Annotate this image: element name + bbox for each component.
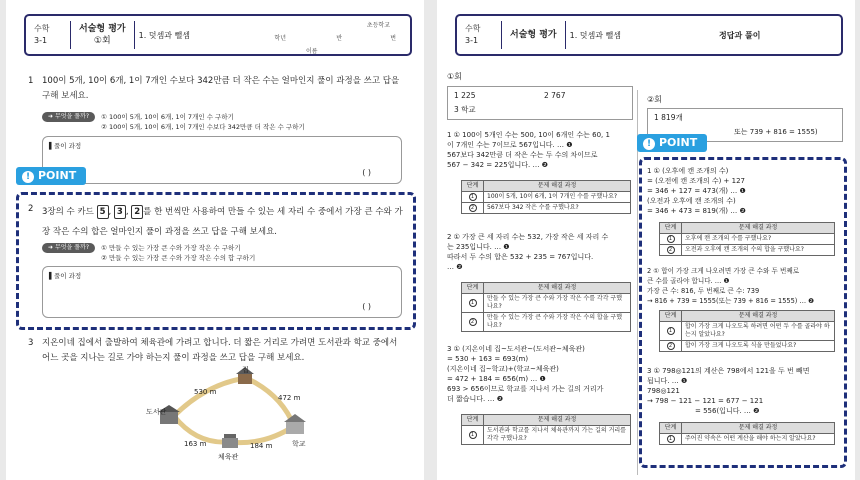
round-2-table-1: 단계 문제 해결 과정 1 오후에 캔 조개의 수를 구했나요? 2 오전과 오후에 캔 조개의 수의 합을 구했나요? [659, 222, 835, 256]
number-card: 2 [131, 205, 143, 219]
round-1-solution-3: 3 ① (지온이네 집~도서관~(도서관~체육관) = 530 + 163 = 693(m) (지온이네 집~학교)+(학교~체육관) = 472 + 184 = 656(m) … ❶ 693 > 656이므로 학교를 지나서 가는 길의 거리가 더 짧습니다. … ❷ [447, 345, 604, 403]
answer-title: 정답과 풀이 [719, 30, 761, 40]
distance-label: 530 m [194, 388, 217, 396]
name-label: 이름 [306, 48, 318, 55]
class-label: 반 [336, 35, 342, 42]
point-badge: ! POINT [637, 134, 707, 152]
hint-button: ➜ 무엇을 풀까? [42, 243, 95, 253]
exclamation-icon: ! [22, 171, 34, 183]
question-1: 1 100이 5개, 10이 6개, 1이 7개인 수보다 342만큼 더 작은 수는 얼마인지 풀이 과정을 쓰고 답을 구해 보세요. [28, 76, 400, 101]
question-1-hint: ➜ 무엇을 풀까? ① 100이 5개, 10이 6개, 1이 7개인 수 구하기 ② 100이 5개, 10이 6개, 1이 7개인 수보다 342만큼 더 작은 수 구하기 [42, 112, 305, 132]
unit-title: 1. 덧셈과 뺄셈 [138, 30, 190, 40]
answer-worksheet-title: 서술형 평가 [510, 30, 557, 40]
map-label-school: 학교 [292, 440, 306, 448]
grade-label: 학년 [274, 35, 286, 42]
round-2-solution-1: 1 ① (오후에 캔 조개의 수) = (오전에 캔 조개의 수) + 127 = 346 + 127 = 473(개) … ❶ (오전과 오후에 캔 조개의 수) = 346 + 473 = 819(개) … ❷ [647, 167, 746, 215]
route-map [146, 364, 316, 472]
map-label-home: 집 [242, 366, 249, 374]
subject-grade: 수학 3-1 [34, 24, 50, 45]
worksheet-header [24, 14, 412, 56]
exclamation-icon: ! [643, 138, 655, 150]
round-1-table-3: 단계 문제 해결 과정 1 도서관과 학교를 지나서 체육관까지 가는 길의 거리를 각각 구했나요? [461, 414, 631, 445]
round-1-table-2: 단계 문제 해결 과정 1 만들 수 있는 가장 큰 수와 가장 작은 수를 각각 구했나요? 2 만들 수 있는 가장 큰 수와 가장 작은 수의 합을 구했나요? [461, 282, 631, 332]
round-1-solution-2: 2 ① 가장 큰 세 자리 수는 532, 가장 작은 세 자리 수 는 235입니다. … ❶ 따라서 두 수의 합은 532 + 235 = 767입니다. … ❷ [447, 233, 609, 271]
round-2-table-2: 단계 문제 해결 과정 1 합이 가장 크게 나오도록 하려면 어떤 두 수를 골라야 하는지 알았나요? 2 합이 가장 크게 나오도록 식을 만들었나요? [659, 310, 835, 352]
answer-box-1[interactable]: ▌풀이 과정 ( ) [42, 136, 402, 184]
worksheet-title: 서술형 평가 ①회 [79, 24, 126, 46]
round-1-answers: 1 225 2 767 3 학교 [447, 86, 633, 120]
number-card: 5 [97, 205, 109, 219]
distance-label: 472 m [278, 394, 301, 402]
answer-page [437, 0, 855, 480]
round-2-label: ②회 [647, 95, 662, 104]
map-label-library: 도서관 [146, 408, 167, 416]
map-label-gym: 체육관 [218, 453, 239, 461]
answer-box-2[interactable]: ▌풀이 과정 ( ) [42, 266, 402, 318]
round-2-table-3: 단계 문제 해결 과정 1 주어진 약속은 어떤 계산을 해야 하는지 알았나요? [659, 422, 835, 445]
round-1-solution-1: 1 ① 100이 5개인 수는 500, 10이 6개인 수는 60, 1 이 7개인 수는 7이므로 567입니다. … ❶ 567보다 342만큼 더 작은 수는 두 수의 차이므로 567 − 342 = 225입니다. … ❷ [447, 131, 610, 169]
question-2-hint: ➜ 무엇을 풀까? ① 만들 수 있는 가장 큰 수와 가장 작은 수 구하기 ② 만들 수 있는 가장 큰 수와 가장 작은 수의 합 구하기 [42, 243, 255, 263]
number-label: 번 [390, 35, 396, 42]
question-2: 2 3장의 수 카드 5 , 3 , 2 를 한 번씩만 사용하여 만들 수 있는 세 자리 수 중에서 가장 큰 수와 가장 작은 수의 합은 얼마인지 풀이 과정을 쓰고 답을 구해 보세요. [28, 204, 403, 237]
hint-button: ➜ 무엇을 풀까? [42, 112, 95, 122]
school-label: 초등학교 [366, 22, 390, 29]
round-1-table-1: 단계 문제 해결 과정 1 100이 5개, 10이 6개, 1이 7개인 수를 구했나요? 2 567보다 342 작은 수를 구했나요? [461, 180, 631, 214]
round-2-solution-3: 3 ① 798◎121의 계산은 798에서 121을 두 번 빼면 됩니다. … ❶ 798◎121 → 798 − 121 − 121 = 677 − 121 = 556(입니다. … ❷ [647, 367, 810, 415]
answer-unit-title: 1. 덧셈과 뺄셈 [569, 30, 621, 40]
round-2-solution-2: 2 ① 합이 가장 크게 나오려면 가장 큰 수와 두 번째로 큰 수를 골라야 합니다. … ❶ 가장 큰 수: 816, 두 번째로 큰 수: 739 → 816 + 739 = 1555(또는 739 + 816 = 1555) … ❷ [647, 267, 815, 305]
round-2-answers: 1 819개 또는 739 + 816 = 1555) [647, 108, 843, 142]
point-badge: ! POINT [16, 167, 86, 185]
round-1-label: ①회 [447, 72, 462, 81]
number-card: 3 [114, 205, 126, 219]
question-3: 3 지온이네 집에서 출발하여 체육관에 가려고 합니다. 더 짧은 거리로 가려면 도서관과 학교 중에서 어느 곳을 지나는 길로 가야 하는지 풀이 과정을 쓰고 답을 구해 보세요. [28, 338, 398, 363]
distance-label: 184 m [250, 442, 273, 450]
gym-icon [222, 434, 238, 448]
answer-header: 수학 3-1 서술형 평가 1. 덧셈과 뺄셈 정답과 풀이 [455, 14, 843, 56]
distance-label: 163 m [184, 440, 207, 448]
worksheet-page [6, 0, 424, 480]
